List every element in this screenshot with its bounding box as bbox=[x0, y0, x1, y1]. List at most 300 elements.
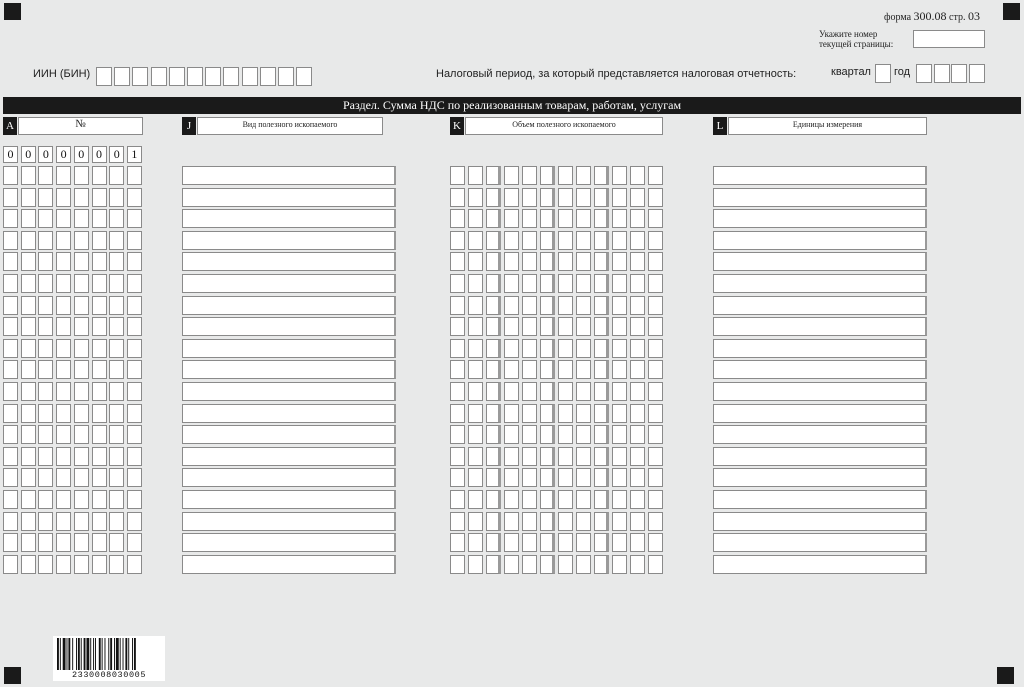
volume-digit-cell[interactable] bbox=[558, 296, 573, 315]
iin-digit-cell[interactable] bbox=[96, 67, 112, 86]
volume-digit-cell[interactable] bbox=[576, 555, 591, 574]
row-number-cell[interactable] bbox=[56, 166, 71, 185]
volume-digit-cell[interactable] bbox=[468, 533, 483, 552]
volume-digit-cell[interactable] bbox=[522, 447, 537, 466]
volume-digit-cell[interactable] bbox=[486, 252, 501, 271]
volume-digit-cell[interactable] bbox=[522, 533, 537, 552]
volume-digit-cell[interactable] bbox=[540, 252, 555, 271]
row-number-cell[interactable] bbox=[38, 425, 53, 444]
volume-digit-cell[interactable] bbox=[522, 425, 537, 444]
volume-digit-cell[interactable] bbox=[630, 490, 645, 509]
volume-digit-cell[interactable] bbox=[576, 404, 591, 423]
row-number-cell[interactable] bbox=[56, 447, 71, 466]
row-number-cell[interactable] bbox=[21, 252, 36, 271]
volume-digit-cell[interactable] bbox=[630, 425, 645, 444]
unit-field[interactable] bbox=[713, 382, 927, 401]
row-number-cell[interactable] bbox=[56, 360, 71, 379]
row-number-cell[interactable] bbox=[3, 512, 18, 531]
unit-field[interactable] bbox=[713, 425, 927, 444]
volume-digit-cell[interactable] bbox=[486, 533, 501, 552]
row-number-cell[interactable] bbox=[38, 555, 53, 574]
volume-digit-cell[interactable] bbox=[504, 360, 519, 379]
row-number-cell[interactable] bbox=[127, 188, 142, 207]
row-number-cell[interactable] bbox=[92, 490, 107, 509]
volume-digit-cell[interactable] bbox=[648, 382, 663, 401]
volume-digit-cell[interactable] bbox=[558, 231, 573, 250]
volume-digit-cell[interactable] bbox=[594, 555, 609, 574]
unit-field[interactable] bbox=[713, 209, 927, 228]
volume-digit-cell[interactable] bbox=[594, 339, 609, 358]
volume-digit-cell[interactable] bbox=[468, 360, 483, 379]
volume-digit-cell[interactable] bbox=[612, 296, 627, 315]
unit-field[interactable] bbox=[713, 231, 927, 250]
row-number-cell[interactable] bbox=[56, 512, 71, 531]
row-number-cell[interactable] bbox=[3, 404, 18, 423]
row-number-cell[interactable] bbox=[56, 425, 71, 444]
volume-digit-cell[interactable] bbox=[648, 296, 663, 315]
volume-digit-cell[interactable] bbox=[540, 209, 555, 228]
row-number-cell[interactable] bbox=[56, 382, 71, 401]
row-number-cell[interactable] bbox=[56, 252, 71, 271]
volume-digit-cell[interactable] bbox=[630, 317, 645, 336]
row-number-cell[interactable] bbox=[92, 231, 107, 250]
volume-digit-cell[interactable] bbox=[486, 296, 501, 315]
volume-digit-cell[interactable] bbox=[468, 490, 483, 509]
volume-digit-cell[interactable] bbox=[612, 468, 627, 487]
row-number-cell[interactable] bbox=[109, 209, 124, 228]
volume-digit-cell[interactable] bbox=[594, 296, 609, 315]
row-number-cell[interactable] bbox=[3, 296, 18, 315]
volume-digit-cell[interactable] bbox=[630, 447, 645, 466]
iin-digit-cell[interactable] bbox=[278, 67, 294, 86]
volume-digit-cell[interactable] bbox=[540, 555, 555, 574]
row-number-cell[interactable] bbox=[109, 166, 124, 185]
mineral-type-field[interactable] bbox=[182, 382, 396, 401]
row-number-cell[interactable] bbox=[92, 274, 107, 293]
row-number-cell[interactable] bbox=[38, 231, 53, 250]
volume-digit-cell[interactable] bbox=[558, 339, 573, 358]
volume-digit-cell[interactable] bbox=[504, 382, 519, 401]
volume-digit-cell[interactable] bbox=[540, 404, 555, 423]
volume-digit-cell[interactable] bbox=[648, 188, 663, 207]
row-number-cell[interactable] bbox=[3, 447, 18, 466]
unit-field[interactable] bbox=[713, 360, 927, 379]
volume-digit-cell[interactable] bbox=[558, 209, 573, 228]
unit-field[interactable] bbox=[713, 252, 927, 271]
iin-digit-cell[interactable] bbox=[187, 67, 203, 86]
volume-digit-cell[interactable] bbox=[540, 339, 555, 358]
row-number-cell[interactable] bbox=[127, 209, 142, 228]
row-number-cell[interactable] bbox=[56, 188, 71, 207]
row-number-cell[interactable] bbox=[74, 404, 89, 423]
volume-digit-cell[interactable] bbox=[576, 382, 591, 401]
volume-digit-cell[interactable] bbox=[504, 468, 519, 487]
iin-digit-cell[interactable] bbox=[296, 67, 312, 86]
row-number-cell[interactable] bbox=[92, 209, 107, 228]
volume-digit-cell[interactable] bbox=[540, 533, 555, 552]
volume-digit-cell[interactable] bbox=[558, 512, 573, 531]
volume-digit-cell[interactable] bbox=[504, 188, 519, 207]
row-number-cell[interactable] bbox=[21, 490, 36, 509]
iin-digit-cell[interactable] bbox=[242, 67, 258, 86]
mineral-type-field[interactable] bbox=[182, 252, 396, 271]
volume-digit-cell[interactable] bbox=[522, 382, 537, 401]
row-number-cell[interactable] bbox=[109, 317, 124, 336]
row-number-cell[interactable] bbox=[56, 339, 71, 358]
mineral-type-field[interactable] bbox=[182, 447, 396, 466]
volume-digit-cell[interactable] bbox=[522, 166, 537, 185]
row-number-cell[interactable] bbox=[3, 209, 18, 228]
unit-field[interactable] bbox=[713, 339, 927, 358]
volume-digit-cell[interactable] bbox=[468, 252, 483, 271]
volume-digit-cell[interactable] bbox=[450, 209, 465, 228]
row-number-cell[interactable] bbox=[109, 490, 124, 509]
row-number-cell[interactable] bbox=[21, 188, 36, 207]
volume-digit-cell[interactable] bbox=[558, 468, 573, 487]
volume-digit-cell[interactable] bbox=[630, 296, 645, 315]
mineral-type-field[interactable] bbox=[182, 317, 396, 336]
unit-field[interactable] bbox=[713, 274, 927, 293]
volume-digit-cell[interactable] bbox=[612, 382, 627, 401]
volume-digit-cell[interactable] bbox=[558, 447, 573, 466]
volume-digit-cell[interactable] bbox=[486, 512, 501, 531]
row-number-cell[interactable] bbox=[21, 425, 36, 444]
volume-digit-cell[interactable] bbox=[468, 166, 483, 185]
volume-digit-cell[interactable] bbox=[576, 490, 591, 509]
volume-digit-cell[interactable] bbox=[540, 166, 555, 185]
volume-digit-cell[interactable] bbox=[504, 231, 519, 250]
volume-digit-cell[interactable] bbox=[522, 339, 537, 358]
mineral-type-field[interactable] bbox=[182, 512, 396, 531]
volume-digit-cell[interactable] bbox=[486, 231, 501, 250]
row-number-cell[interactable] bbox=[38, 339, 53, 358]
volume-digit-cell[interactable] bbox=[576, 533, 591, 552]
volume-digit-cell[interactable] bbox=[468, 209, 483, 228]
volume-digit-cell[interactable] bbox=[504, 209, 519, 228]
volume-digit-cell[interactable] bbox=[504, 512, 519, 531]
row-number-cell[interactable] bbox=[109, 447, 124, 466]
volume-digit-cell[interactable] bbox=[558, 360, 573, 379]
quarter-input[interactable] bbox=[875, 64, 891, 83]
volume-digit-cell[interactable] bbox=[450, 339, 465, 358]
row-number-cell[interactable] bbox=[38, 296, 53, 315]
row-number-cell[interactable] bbox=[21, 555, 36, 574]
row-number-cell[interactable] bbox=[127, 555, 142, 574]
row-number-cell[interactable] bbox=[74, 360, 89, 379]
row-number-cell[interactable] bbox=[74, 339, 89, 358]
row-number-cell[interactable] bbox=[92, 555, 107, 574]
mineral-type-field[interactable] bbox=[182, 468, 396, 487]
row-number-cell[interactable] bbox=[74, 166, 89, 185]
volume-digit-cell[interactable] bbox=[612, 490, 627, 509]
volume-digit-cell[interactable] bbox=[522, 404, 537, 423]
volume-digit-cell[interactable] bbox=[594, 252, 609, 271]
volume-digit-cell[interactable] bbox=[468, 404, 483, 423]
volume-digit-cell[interactable] bbox=[558, 317, 573, 336]
row-number-cell[interactable] bbox=[21, 209, 36, 228]
mineral-type-field[interactable] bbox=[182, 404, 396, 423]
row-number-cell[interactable] bbox=[56, 533, 71, 552]
volume-digit-cell[interactable] bbox=[468, 468, 483, 487]
row-number-cell[interactable] bbox=[21, 512, 36, 531]
mineral-type-field[interactable] bbox=[182, 188, 396, 207]
row-number-cell[interactable] bbox=[56, 274, 71, 293]
volume-digit-cell[interactable] bbox=[558, 404, 573, 423]
volume-digit-cell[interactable] bbox=[576, 296, 591, 315]
volume-digit-cell[interactable] bbox=[450, 188, 465, 207]
row-number-cell[interactable] bbox=[92, 360, 107, 379]
volume-digit-cell[interactable] bbox=[558, 382, 573, 401]
iin-digit-cell[interactable] bbox=[151, 67, 167, 86]
volume-digit-cell[interactable] bbox=[468, 425, 483, 444]
volume-digit-cell[interactable] bbox=[486, 404, 501, 423]
volume-digit-cell[interactable] bbox=[612, 339, 627, 358]
volume-digit-cell[interactable] bbox=[486, 447, 501, 466]
volume-digit-cell[interactable] bbox=[468, 296, 483, 315]
volume-digit-cell[interactable] bbox=[612, 425, 627, 444]
volume-digit-cell[interactable] bbox=[450, 533, 465, 552]
row-number-cell[interactable] bbox=[38, 447, 53, 466]
row-number-cell[interactable] bbox=[21, 468, 36, 487]
volume-digit-cell[interactable] bbox=[594, 382, 609, 401]
volume-digit-cell[interactable] bbox=[612, 512, 627, 531]
volume-digit-cell[interactable] bbox=[648, 166, 663, 185]
volume-digit-cell[interactable] bbox=[594, 512, 609, 531]
volume-digit-cell[interactable] bbox=[630, 274, 645, 293]
volume-digit-cell[interactable] bbox=[486, 382, 501, 401]
volume-digit-cell[interactable] bbox=[522, 490, 537, 509]
volume-digit-cell[interactable] bbox=[504, 252, 519, 271]
volume-digit-cell[interactable] bbox=[558, 425, 573, 444]
row-number-cell[interactable] bbox=[74, 252, 89, 271]
row-number-cell[interactable] bbox=[38, 490, 53, 509]
mineral-type-field[interactable] bbox=[182, 339, 396, 358]
row-number-cell[interactable] bbox=[74, 188, 89, 207]
volume-digit-cell[interactable] bbox=[450, 447, 465, 466]
row-number-cell[interactable] bbox=[127, 231, 142, 250]
row-number-cell[interactable] bbox=[127, 468, 142, 487]
volume-digit-cell[interactable] bbox=[486, 339, 501, 358]
row-number-cell[interactable] bbox=[56, 231, 71, 250]
row-number-cell[interactable] bbox=[92, 512, 107, 531]
volume-digit-cell[interactable] bbox=[612, 555, 627, 574]
row-number-cell[interactable] bbox=[92, 339, 107, 358]
row-number-cell[interactable] bbox=[109, 231, 124, 250]
iin-digit-cell[interactable] bbox=[114, 67, 130, 86]
volume-digit-cell[interactable] bbox=[504, 533, 519, 552]
volume-digit-cell[interactable] bbox=[558, 555, 573, 574]
volume-digit-cell[interactable] bbox=[612, 252, 627, 271]
volume-digit-cell[interactable] bbox=[522, 274, 537, 293]
volume-digit-cell[interactable] bbox=[540, 490, 555, 509]
row-number-cell[interactable] bbox=[92, 252, 107, 271]
row-number-cell[interactable] bbox=[21, 231, 36, 250]
volume-digit-cell[interactable] bbox=[648, 447, 663, 466]
volume-digit-cell[interactable] bbox=[648, 339, 663, 358]
year-digit-cell[interactable] bbox=[951, 64, 967, 83]
volume-digit-cell[interactable] bbox=[486, 360, 501, 379]
volume-digit-cell[interactable] bbox=[612, 274, 627, 293]
volume-digit-cell[interactable] bbox=[522, 468, 537, 487]
row-number-cell[interactable] bbox=[38, 252, 53, 271]
volume-digit-cell[interactable] bbox=[468, 188, 483, 207]
row-number-cell[interactable] bbox=[109, 252, 124, 271]
row-number-cell[interactable] bbox=[127, 274, 142, 293]
row-number-cell[interactable] bbox=[127, 447, 142, 466]
row-number-cell[interactable] bbox=[74, 447, 89, 466]
volume-digit-cell[interactable] bbox=[450, 512, 465, 531]
volume-digit-cell[interactable] bbox=[540, 296, 555, 315]
iin-digit-cell[interactable] bbox=[132, 67, 148, 86]
volume-digit-cell[interactable] bbox=[648, 252, 663, 271]
volume-digit-cell[interactable] bbox=[630, 382, 645, 401]
volume-digit-cell[interactable] bbox=[558, 188, 573, 207]
volume-digit-cell[interactable] bbox=[504, 447, 519, 466]
row-number-cell[interactable] bbox=[127, 533, 142, 552]
volume-digit-cell[interactable] bbox=[486, 274, 501, 293]
volume-digit-cell[interactable] bbox=[594, 533, 609, 552]
row-number-cell[interactable] bbox=[3, 231, 18, 250]
row-number-cell[interactable] bbox=[92, 382, 107, 401]
row-number-cell[interactable] bbox=[3, 425, 18, 444]
volume-digit-cell[interactable] bbox=[648, 533, 663, 552]
row-number-cell[interactable] bbox=[3, 339, 18, 358]
mineral-type-field[interactable] bbox=[182, 360, 396, 379]
row-number-cell[interactable] bbox=[3, 360, 18, 379]
row-number-cell[interactable] bbox=[21, 382, 36, 401]
volume-digit-cell[interactable] bbox=[468, 339, 483, 358]
row-number-cell[interactable] bbox=[3, 274, 18, 293]
volume-digit-cell[interactable] bbox=[630, 555, 645, 574]
mineral-type-field[interactable] bbox=[182, 533, 396, 552]
row-number-cell[interactable] bbox=[92, 533, 107, 552]
volume-digit-cell[interactable] bbox=[468, 231, 483, 250]
volume-digit-cell[interactable] bbox=[648, 512, 663, 531]
row-number-cell[interactable] bbox=[109, 512, 124, 531]
unit-field[interactable] bbox=[713, 188, 927, 207]
volume-digit-cell[interactable] bbox=[486, 425, 501, 444]
volume-digit-cell[interactable] bbox=[504, 490, 519, 509]
volume-digit-cell[interactable] bbox=[504, 296, 519, 315]
row-number-cell[interactable] bbox=[127, 382, 142, 401]
row-number-cell[interactable] bbox=[127, 490, 142, 509]
row-number-cell[interactable] bbox=[38, 166, 53, 185]
volume-digit-cell[interactable] bbox=[540, 317, 555, 336]
volume-digit-cell[interactable] bbox=[594, 468, 609, 487]
row-number-cell[interactable] bbox=[92, 317, 107, 336]
volume-digit-cell[interactable] bbox=[450, 360, 465, 379]
row-number-cell[interactable] bbox=[74, 231, 89, 250]
volume-digit-cell[interactable] bbox=[648, 274, 663, 293]
row-number-cell[interactable] bbox=[92, 425, 107, 444]
mineral-type-field[interactable] bbox=[182, 209, 396, 228]
volume-digit-cell[interactable] bbox=[504, 404, 519, 423]
volume-digit-cell[interactable] bbox=[486, 317, 501, 336]
volume-digit-cell[interactable] bbox=[450, 468, 465, 487]
volume-digit-cell[interactable] bbox=[648, 209, 663, 228]
volume-digit-cell[interactable] bbox=[540, 360, 555, 379]
year-digit-cell[interactable] bbox=[969, 64, 985, 83]
row-number-cell[interactable] bbox=[74, 512, 89, 531]
volume-digit-cell[interactable] bbox=[486, 188, 501, 207]
row-number-cell[interactable] bbox=[38, 404, 53, 423]
volume-digit-cell[interactable] bbox=[594, 404, 609, 423]
row-number-cell[interactable] bbox=[92, 447, 107, 466]
volume-digit-cell[interactable] bbox=[540, 512, 555, 531]
volume-digit-cell[interactable] bbox=[486, 166, 501, 185]
volume-digit-cell[interactable] bbox=[648, 231, 663, 250]
row-number-cell[interactable] bbox=[109, 360, 124, 379]
volume-digit-cell[interactable] bbox=[522, 555, 537, 574]
volume-digit-cell[interactable] bbox=[630, 468, 645, 487]
row-number-cell[interactable] bbox=[3, 555, 18, 574]
volume-digit-cell[interactable] bbox=[630, 209, 645, 228]
mineral-type-field[interactable] bbox=[182, 296, 396, 315]
volume-digit-cell[interactable] bbox=[468, 274, 483, 293]
row-number-cell[interactable] bbox=[56, 209, 71, 228]
volume-digit-cell[interactable] bbox=[540, 231, 555, 250]
row-number-cell[interactable] bbox=[3, 188, 18, 207]
volume-digit-cell[interactable] bbox=[630, 231, 645, 250]
row-number-cell[interactable] bbox=[56, 490, 71, 509]
volume-digit-cell[interactable] bbox=[450, 166, 465, 185]
volume-digit-cell[interactable] bbox=[468, 447, 483, 466]
volume-digit-cell[interactable] bbox=[504, 317, 519, 336]
volume-digit-cell[interactable] bbox=[504, 166, 519, 185]
volume-digit-cell[interactable] bbox=[612, 231, 627, 250]
volume-digit-cell[interactable] bbox=[522, 296, 537, 315]
volume-digit-cell[interactable] bbox=[576, 188, 591, 207]
row-number-cell[interactable] bbox=[127, 252, 142, 271]
volume-digit-cell[interactable] bbox=[558, 274, 573, 293]
volume-digit-cell[interactable] bbox=[450, 274, 465, 293]
volume-digit-cell[interactable] bbox=[630, 360, 645, 379]
row-number-cell[interactable] bbox=[74, 555, 89, 574]
row-number-cell[interactable] bbox=[56, 296, 71, 315]
volume-digit-cell[interactable] bbox=[522, 317, 537, 336]
volume-digit-cell[interactable] bbox=[594, 490, 609, 509]
volume-digit-cell[interactable] bbox=[522, 512, 537, 531]
volume-digit-cell[interactable] bbox=[450, 252, 465, 271]
unit-field[interactable] bbox=[713, 296, 927, 315]
mineral-type-field[interactable] bbox=[182, 555, 396, 574]
volume-digit-cell[interactable] bbox=[630, 339, 645, 358]
volume-digit-cell[interactable] bbox=[450, 317, 465, 336]
volume-digit-cell[interactable] bbox=[576, 425, 591, 444]
volume-digit-cell[interactable] bbox=[450, 555, 465, 574]
row-number-cell[interactable] bbox=[56, 317, 71, 336]
row-number-cell[interactable] bbox=[38, 188, 53, 207]
row-number-cell[interactable] bbox=[109, 188, 124, 207]
volume-digit-cell[interactable] bbox=[594, 231, 609, 250]
row-number-cell[interactable] bbox=[92, 404, 107, 423]
iin-digit-cell[interactable] bbox=[223, 67, 239, 86]
volume-digit-cell[interactable] bbox=[540, 468, 555, 487]
iin-digit-cell[interactable] bbox=[260, 67, 276, 86]
volume-digit-cell[interactable] bbox=[450, 490, 465, 509]
current-page-input[interactable] bbox=[913, 30, 985, 48]
volume-digit-cell[interactable] bbox=[450, 425, 465, 444]
year-digit-cell[interactable] bbox=[916, 64, 932, 83]
volume-digit-cell[interactable] bbox=[576, 512, 591, 531]
volume-digit-cell[interactable] bbox=[576, 317, 591, 336]
volume-digit-cell[interactable] bbox=[522, 188, 537, 207]
unit-field[interactable] bbox=[713, 468, 927, 487]
volume-digit-cell[interactable] bbox=[612, 188, 627, 207]
iin-digit-cell[interactable] bbox=[205, 67, 221, 86]
row-number-cell[interactable] bbox=[38, 274, 53, 293]
row-number-cell[interactable] bbox=[56, 468, 71, 487]
